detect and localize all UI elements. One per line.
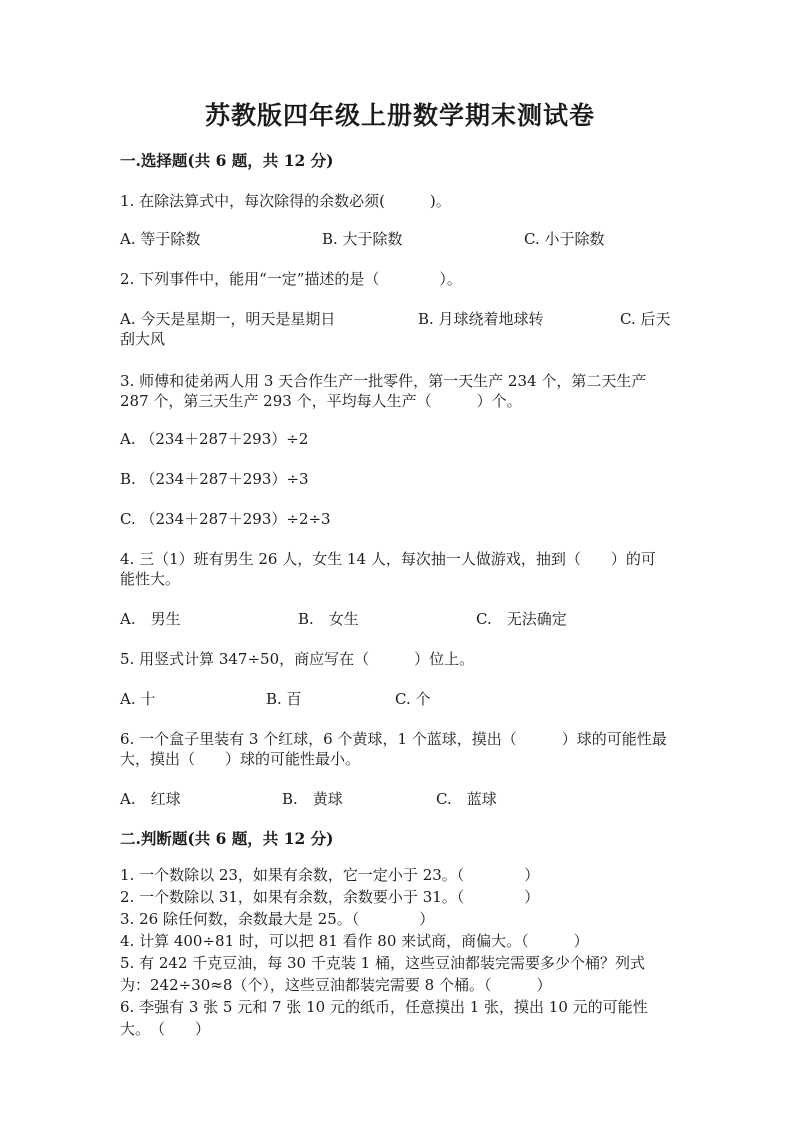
judgement-item-1: 1. 一个数除以 23，如果有余数，它一定小于 23。（ ） xyxy=(120,866,540,884)
judgement-item-6-line-2: 大。 （ ） xyxy=(120,1020,211,1038)
question-6-option-a: A. 红球 xyxy=(120,790,181,808)
judgement-item-5-line-2: 为：242÷30≈8（个），这些豆油都装完需要 8 个桶。（ ） xyxy=(120,976,552,994)
question-4-option-b: B. 女生 xyxy=(298,610,359,628)
question-5-text: 5. 用竖式计算 347÷50，商应写在（ ）位上。 xyxy=(120,650,475,668)
question-2-option-c: C. 后天 xyxy=(620,310,671,328)
question-3-text-line-2: 287 个，第三天生产 293 个，平均每人生产（ ）个。 xyxy=(120,392,522,410)
question-3-option-b: B. （234＋287＋293）÷3 xyxy=(120,470,309,488)
question-4-text-line-2: 能性大。 xyxy=(120,570,181,588)
judgement-item-4: 4. 计算 400÷81 时，可以把 81 看作 80 来试商，商偏大。（ ） xyxy=(120,932,589,950)
question-6-text-line-1: 6. 一个盒子里装有 3 个红球，6 个黄球，1 个蓝球，摸出（ ）球的可能性最 xyxy=(120,730,667,748)
question-4-option-a: A. 男生 xyxy=(120,610,181,628)
judgement-item-6-line-1: 6. 李强有 3 张 5 元和 7 张 10 元的纸币，任意摸出 1 张，摸出 10 元的可能性 xyxy=(120,998,648,1016)
judgement-item-3: 3. 26 除任何数，余数最大是 25。（ ） xyxy=(120,910,435,928)
question-1-option-c: C. 小于除数 xyxy=(524,230,605,248)
question-2-option-b: B. 月球绕着地球转 xyxy=(418,310,544,328)
question-6-text-line-2: 大，摸出（ ）球的可能性最小。 xyxy=(120,750,361,768)
question-1-option-b: B. 大于除数 xyxy=(322,230,403,248)
page-title: 苏教版四年级上册数学期末测试卷 xyxy=(204,101,595,130)
section-heading-choice: 一.选择题(共 6 题，共 12 分) xyxy=(120,151,334,170)
question-2-text: 2. 下列事件中，能用“一定”描述的是（ ）。 xyxy=(120,270,462,288)
question-1-text: 1. 在除法算式中，每次除得的余数必须( )。 xyxy=(120,192,451,210)
judgement-item-5-line-1: 5. 有 242 千克豆油，每 30 千克装 1 桶，这些豆油都装完需要多少个桶？列式 xyxy=(120,954,645,972)
question-4-option-c: C. 无法确定 xyxy=(476,610,567,628)
question-6-option-c: C. 蓝球 xyxy=(436,790,497,808)
question-6-option-b: B. 黄球 xyxy=(282,790,343,808)
question-3-option-a: A. （234＋287＋293）÷2 xyxy=(120,430,309,448)
question-5-option-a: A. 十 xyxy=(120,690,156,708)
question-1-option-a: A. 等于除数 xyxy=(120,230,201,248)
section-heading-judgement: 二.判断题(共 6 题，共 12 分) xyxy=(120,829,334,848)
question-5-option-c: C. 个 xyxy=(395,690,431,708)
question-3-option-c: C. （234＋287＋293）÷2÷3 xyxy=(120,510,331,528)
question-4-text-line-1: 4. 三（1）班有男生 26 人，女生 14 人，每次抽一人做游戏，抽到（ ）的可 xyxy=(120,550,656,568)
question-3-text-line-1: 3. 师傅和徒弟两人用 3 天合作生产一批零件，第一天生产 234 个，第二天生产 xyxy=(120,372,647,390)
question-2-option-c-continued: 刮大风 xyxy=(120,330,166,348)
question-5-option-b: B. 百 xyxy=(266,690,302,708)
question-2-option-a: A. 今天是星期一，明天是星期日 xyxy=(120,310,336,328)
judgement-item-2: 2. 一个数除以 31，如果有余数，余数要小于 31。（ ） xyxy=(120,888,540,906)
